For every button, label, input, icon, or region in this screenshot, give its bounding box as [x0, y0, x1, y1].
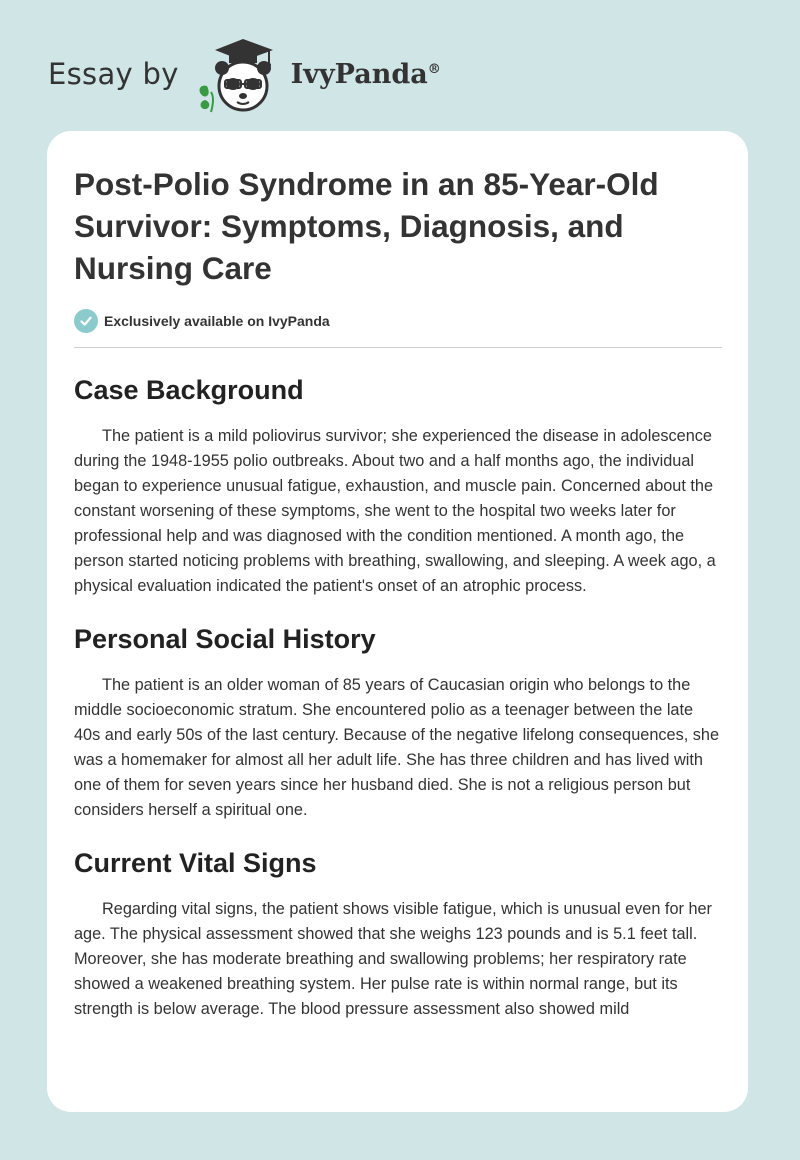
check-icon: [74, 309, 98, 333]
exclusive-label: Exclusively available on IvyPanda: [104, 313, 330, 329]
section-paragraph: The patient is a mild poliovirus survivor; she experienced the disease in adolescence during the 1948-1955 polio outbreaks. About two and a half months ago, the individual began to experience unusual fatigue, exhaustion, and muscle pain. Concerned about the constant worsening of these symptoms, she went to the hospital two weeks later for professional help and was diagnosed with the condition mentioned. A month ago, the person started noticing problems with breathing, swallowing, and sleeping. A week ago, a physical evaluation indicated the patient's onset of an atrophic process.: [74, 427, 716, 595]
essay-card: [47, 131, 748, 1112]
essay-by-label: Essay by: [48, 57, 179, 91]
section-heading: Personal Social History: [74, 624, 376, 654]
ivypanda-logo[interactable]: [193, 34, 441, 114]
page-title: Post-Polio Syndrome in an 85-Year-Old Survivor: Symptoms, Diagnosis, and Nursing Care: [74, 166, 659, 286]
panda-logo-icon: [193, 34, 285, 114]
section-paragraph: Regarding vital signs, the patient shows visible fatigue, which is unusual even for her age. The physical assessment showed that she weighs 123 pounds and is 5.1 feet tall. Moreover, she has moderate breathing and swallowing problems; her respiratory rate showed a weakened breathing system. Her pulse rate is within normal range, but its strength is below average. The blood pressure assessment also showed mild: [74, 900, 712, 1018]
exclusive-badge: [74, 309, 722, 333]
section-heading: Current Vital Signs: [74, 848, 317, 878]
leaf-icon: [199, 86, 212, 112]
section-paragraph: The patient is an older woman of 85 years of Caucasian origin who belongs to the middle socioeconomic stratum. She encountered polio as a teenager between the late 40s and early 50s of the last century. Because of the negative lifelong consequences, she was a homemaker for almost all her adult life. She has three children and has lived with one of them for seven years since her husband died. She is not a religious person but considers herself a spiritual one.: [74, 676, 720, 819]
site-header: [48, 34, 441, 114]
brand-name: [291, 59, 441, 90]
divider: [74, 347, 722, 348]
registered-mark: ®: [427, 61, 441, 77]
section-heading: Case Background: [74, 375, 304, 405]
brand-text: IvyPanda: [290, 58, 428, 90]
